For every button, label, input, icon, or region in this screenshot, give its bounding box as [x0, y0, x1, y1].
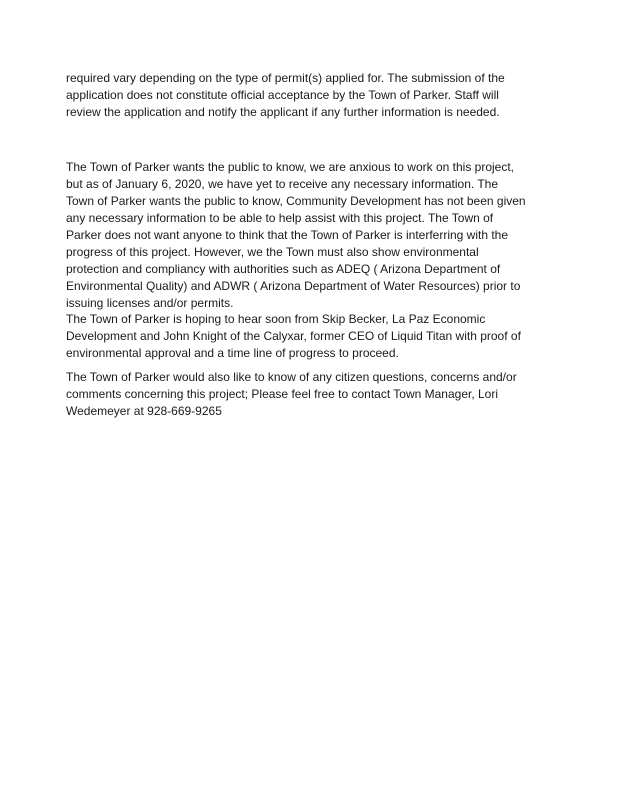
- text-line: required vary depending on the type of permit(s) applied for. The submission of the: [66, 71, 505, 85]
- text-line: The Town of Parker would also like to know of any citizen questions, concerns and/or: [66, 370, 517, 384]
- text-line: but as of January 6, 2020, we have yet to receive any necessary information. The: [66, 177, 499, 191]
- text-line: progress of this project. However, we the Town must also show environmental: [66, 245, 479, 259]
- paragraph-permit-review: [66, 70, 536, 121]
- text-line: protection and compliancy with authorities such as ADEQ ( Arizona Department of: [66, 262, 501, 276]
- text-line: comments concerning this project; Please feel free to contact Town Manager, Lori: [66, 387, 499, 401]
- text-line: application does not constitute official acceptance by the Town of Parker. Staff will: [66, 88, 499, 102]
- text-line: issuing licenses and/or permits.: [66, 296, 234, 310]
- text-line: environmental approval and a time line of progress to proceed.: [66, 346, 399, 360]
- text-line: Wedemeyer at 928-669-9265: [66, 404, 222, 418]
- paragraph-contact-info: [66, 369, 536, 420]
- text-line: Parker does not want anyone to think that the Town of Parker is interferring with the: [66, 228, 509, 242]
- text-line: Development and John Knight of the Calyxar, former CEO of Liquid Titan with proof of: [66, 329, 521, 343]
- text-line: The Town of Parker is hoping to hear soon from Skip Becker, La Paz Economic: [66, 312, 486, 326]
- paragraph-awaiting-contact: [66, 311, 536, 362]
- text-line: Environmental Quality) and ADWR ( Arizona Department of Water Resources) prior to: [66, 279, 521, 293]
- text-line: any necessary information to be able to help assist with this project. The Town of: [66, 211, 494, 225]
- text-line: Town of Parker wants the public to know, Community Development has not been given: [66, 194, 526, 208]
- text-line: review the application and notify the applicant if any further information is needed.: [66, 105, 500, 119]
- text-line: The Town of Parker wants the public to know, we are anxious to work on this project,: [66, 160, 515, 174]
- paragraph-public-notice: [66, 159, 536, 312]
